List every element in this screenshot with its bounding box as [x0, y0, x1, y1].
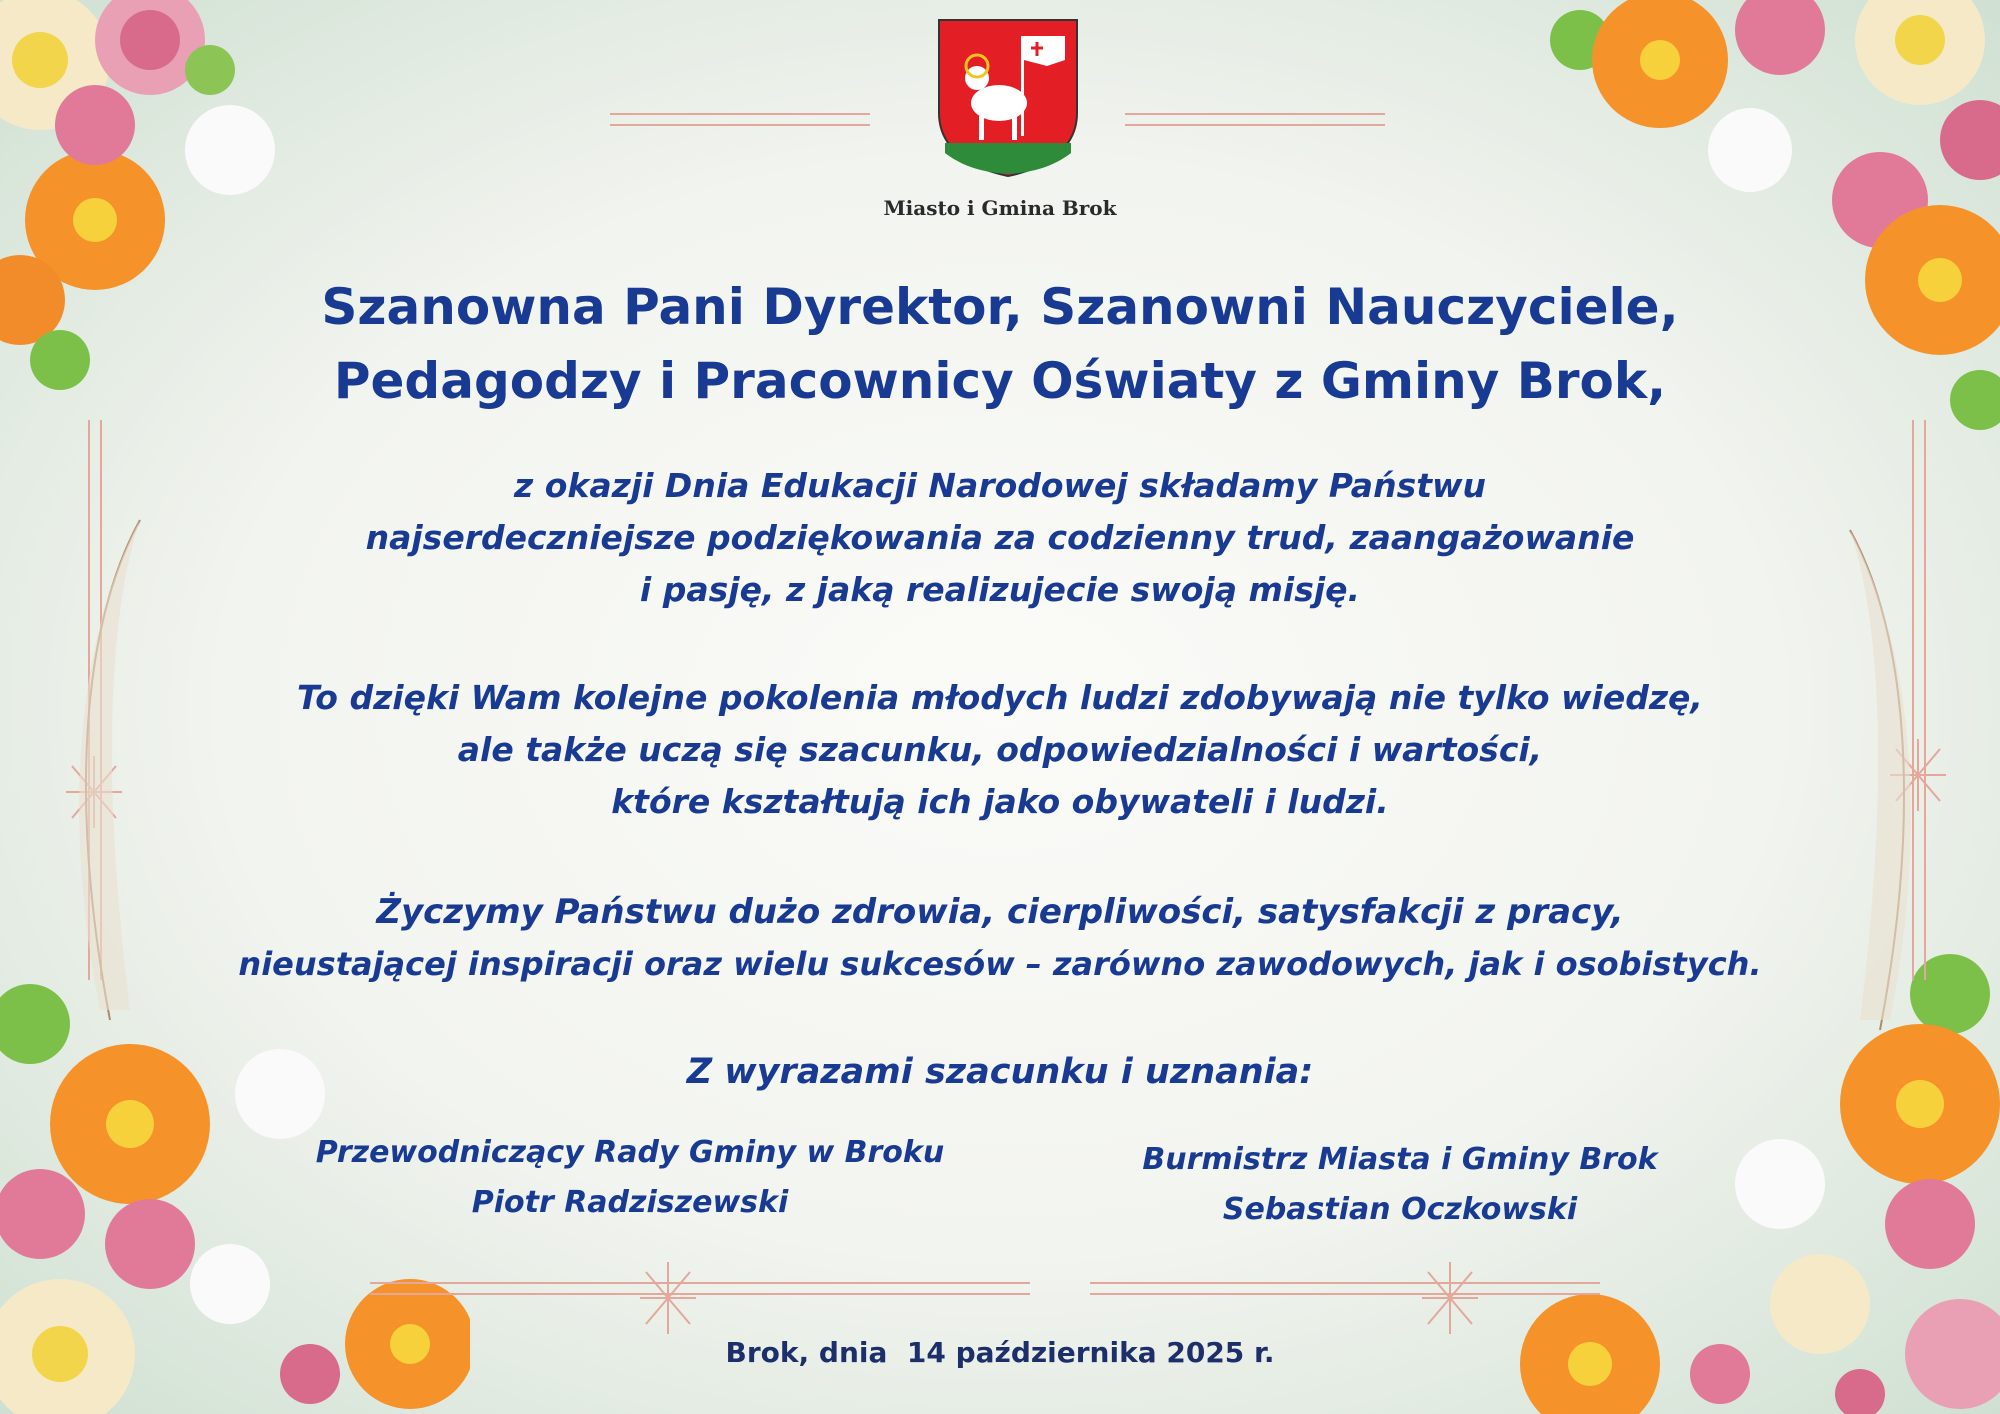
folk-motif-bottom-left — [636, 1258, 700, 1338]
signature-title: Burmistrz Miasta i Gminy Brok — [1142, 1142, 1658, 1177]
closing-line: Z wyrazami szacunku i uznania: — [686, 1052, 1314, 1092]
top-rule-right — [1125, 113, 1385, 115]
bottom-rule-right-2 — [1090, 1293, 1600, 1295]
date-line: Brok, dnia 14 października 2025 r. — [725, 1336, 1275, 1369]
paragraph-line: z okazji Dnia Edukacji Narodowej składamy Państwu — [514, 466, 1486, 505]
bottom-rule-left-2 — [370, 1293, 1030, 1295]
paragraph-line: To dzięki Wam kolejne pokolenia młodych ludzi zdobywają nie tylko wiedzę, — [297, 678, 1703, 717]
signature-right — [1020, 1135, 1780, 1235]
headline-line-1: Szanowna Pani Dyrektor, Szanowni Nauczyciele, — [321, 278, 1679, 336]
paragraph-line: nieustającej inspiracji oraz wielu sukcesów – zarówno zawodowych, jak i osobistych. — [238, 945, 1762, 983]
folk-motif-bottom-right — [1418, 1258, 1482, 1338]
paragraph-line: Życzymy Państwu dużo zdrowia, cierpliwości, satysfakcji z pracy, — [376, 892, 1624, 932]
top-rule-left — [610, 113, 870, 115]
top-rule-right-2 — [1125, 124, 1385, 126]
bottom-rule-right — [1090, 1282, 1600, 1284]
paragraph-line: które kształtują ich jako obywateli i ludzi. — [611, 782, 1389, 821]
paragraph-2 — [0, 672, 2000, 828]
signature-left — [260, 1128, 1000, 1228]
paragraph-line: najserdeczniejsze podziękowania za codzienny trud, zaangażowanie — [365, 518, 1635, 557]
bottom-rule-left — [370, 1282, 1030, 1284]
top-rule-left-2 — [610, 124, 870, 126]
paragraph-1 — [0, 460, 2000, 616]
paragraph-line: i pasję, z jaką realizujecie swoją misję. — [639, 570, 1361, 609]
headline-line-2: Pedagodzy i Pracownicy Oświaty z Gminy Brok, — [333, 352, 1667, 410]
headline — [0, 270, 2000, 418]
signature-name: Sebastian Oczkowski — [1222, 1192, 1578, 1227]
paragraph-3 — [0, 886, 2000, 990]
paragraph-line: ale także uczą się szacunku, odpowiedzialności i wartości, — [457, 730, 1543, 769]
signature-name: Piotr Radziszewski — [471, 1185, 789, 1220]
municipality-caption: Miasto i Gmina Brok — [883, 196, 1117, 220]
coat-of-arms-lamb-icon — [937, 18, 1079, 178]
signature-title: Przewodniczący Rady Gminy w Broku — [315, 1135, 945, 1170]
